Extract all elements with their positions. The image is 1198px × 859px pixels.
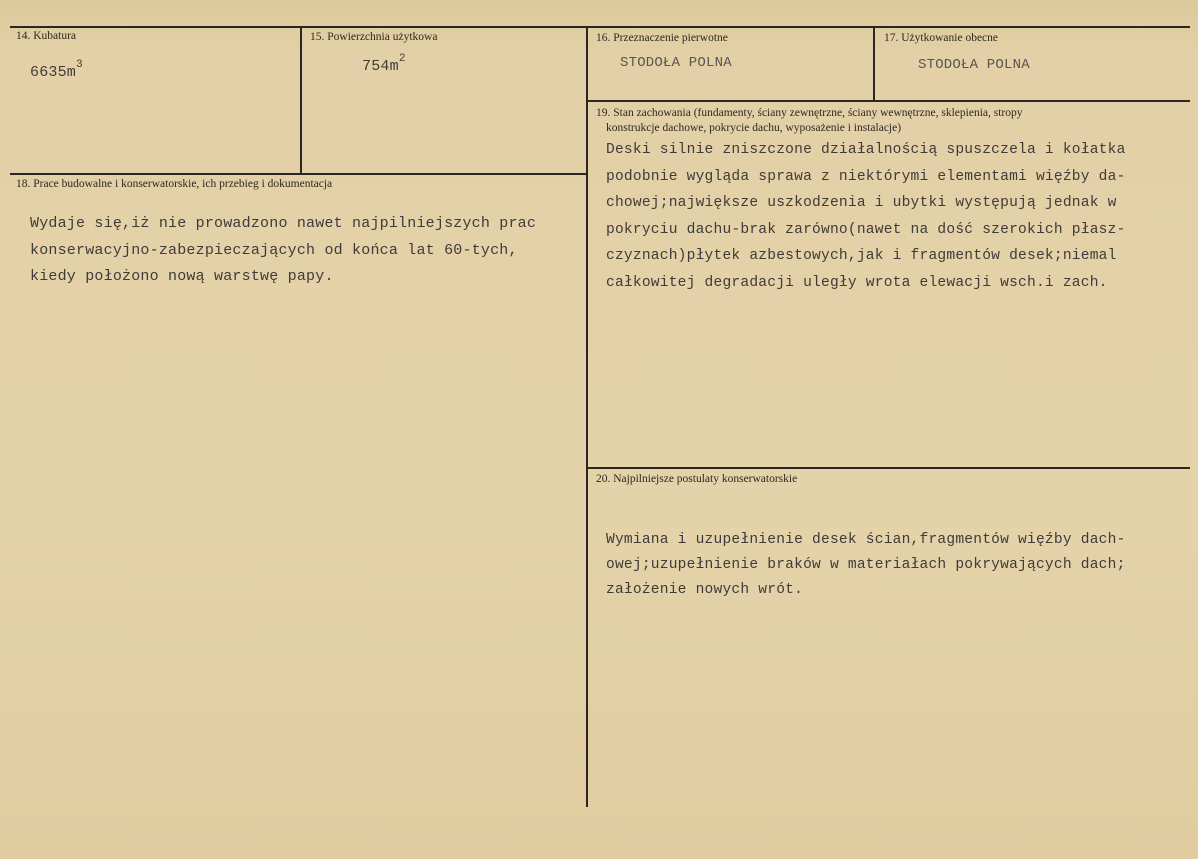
field-14-value	[30, 59, 83, 81]
divider-19-line	[588, 100, 1190, 102]
top-border-line	[10, 26, 1190, 28]
field-19-line: chowej;największe uszkodzenia i ubytki występują jednak w	[606, 195, 1117, 211]
field-18-line: kiedy położono nową warstwę papy.	[30, 268, 334, 285]
field-18-text	[30, 211, 536, 291]
field-19-line: podobnie wygląda sprawa z niektórymi elementami więźby da-	[606, 168, 1126, 185]
field-20-line: Wymiana i uzupełnienie desek ścian,fragmentów więźby dach-	[606, 532, 1126, 548]
field-18-line: Wydaje się,iż nie prowadzono nawet najpilniejszych prac	[30, 215, 537, 232]
field-20-text	[606, 528, 1126, 603]
field-19-line: całkowitej degradacji uległy wrota elewacji wsch.i zach.	[606, 274, 1108, 291]
field-19-label-line2: konstrukcje dachowe, pokrycie dachu, wyposażenie i instalacje)	[606, 122, 902, 134]
divider-20-line	[588, 467, 1190, 469]
field-17-value: STODOŁA POLNA	[918, 57, 1030, 73]
divider-vertical-16-17	[873, 27, 875, 101]
field-20-label: 20. Najpilniejsze postulaty konserwatorskie	[596, 473, 798, 485]
field-20-line: owej;uzupełnienie braków w materiałach pokrywających dach;	[606, 557, 1126, 573]
divider-vertical-14-15	[300, 27, 302, 173]
field-20-line: założenie nowych wrót.	[606, 582, 804, 598]
field-18-line: konserwacyjno-zabezpieczających od końca lat 60-tych,	[30, 241, 518, 259]
cubature-unit-exponent: 3	[76, 59, 83, 71]
field-14-label: 14. Kubatura	[16, 30, 77, 42]
area-unit-exponent: 2	[398, 53, 406, 65]
area-value: 754m	[362, 58, 399, 75]
field-19-label-line1: 19. Stan zachowania (fundamenty, ściany zewnętrzne, ściany wewnętrzne, sklepienia, stropy	[596, 107, 1023, 119]
field-19-line: czyznach)płytek azbestowych,jak i fragmentów desek;niemal	[606, 248, 1117, 264]
field-17-label: 17. Użytkowanie obecne	[884, 32, 999, 44]
field-19-line: Deski silnie zniszczone działalnością spuszczela i kołatka	[606, 142, 1126, 158]
field-19-line: pokryciu dachu-brak zarówno(nawet na dość szerokich płasz-	[606, 221, 1126, 238]
field-15-value	[362, 53, 406, 75]
field-16-value: STODOŁA POLNA	[620, 55, 732, 71]
field-18-label: 18. Prace budowalne i konserwatorskie, ich przebieg i dokumentacja	[16, 178, 333, 190]
field-15-label: 15. Powierzchnia użytkowa	[310, 31, 438, 43]
field-16-label: 16. Przeznaczenie pierwotne	[596, 32, 728, 44]
divider-18-line	[10, 173, 588, 175]
cubature-value: 6635m	[30, 64, 77, 81]
divider-vertical-main	[586, 27, 588, 807]
field-19-text	[606, 137, 1126, 296]
